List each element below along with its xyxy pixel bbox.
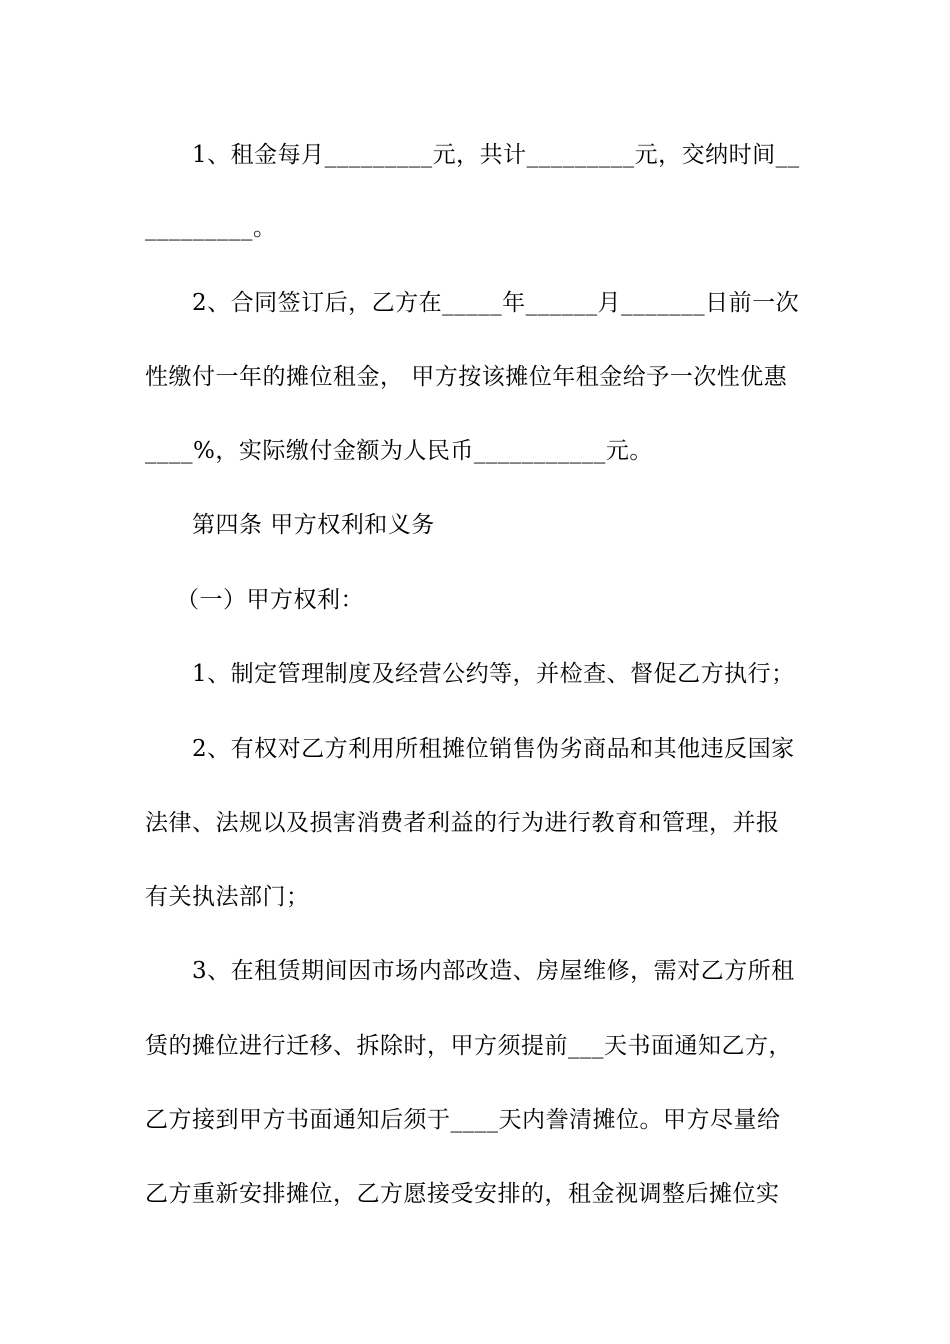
paragraph-line-4: 性缴付一年的摊位租金， 甲方按该摊位年租金给予一次性优惠 (145, 364, 788, 390)
paragraph-line-5: ____%，实际缴付金额为人民币___________元。 (145, 438, 653, 464)
paragraph-line-13: 赁的摊位进行迁移、拆除时，甲方须提前___天书面通知乙方， (145, 1033, 792, 1059)
paragraph-line-10: 法律、法规以及损害消费者利益的行为进行教育和管理，并报 (145, 810, 780, 836)
paragraph-line-15: 乙方重新安排摊位，乙方愿接受安排的，租金视调整后摊位实 (145, 1181, 780, 1207)
section-heading: 第四条 甲方权利和义务 (192, 512, 435, 538)
paragraph-line-8: 1、制定管理制度及经营公约等，并检查、督促乙方执行； (192, 661, 795, 687)
paragraph-line-11: 有关执法部门； (145, 884, 310, 910)
paragraph-line-14: 乙方接到甲方书面通知后须于____天内誊清摊位。甲方尽量给 (145, 1107, 781, 1133)
paragraph-line-12: 3、在租赁期间因市场内部改造、房屋维修，需对乙方所租 (192, 958, 795, 984)
paragraph-line-3: 2、合同签订后，乙方在_____年______月_______日前一次 (192, 290, 800, 316)
subsection-heading: （一）甲方权利： (176, 587, 364, 613)
paragraph-line-9: 2、有权对乙方利用所租摊位销售伪劣商品和其他违反国家 (192, 736, 795, 762)
paragraph-line-2: _________。 (145, 215, 277, 241)
paragraph-line-1: 1、租金每月_________元，共计_________元，交纳时间__ (192, 142, 800, 168)
